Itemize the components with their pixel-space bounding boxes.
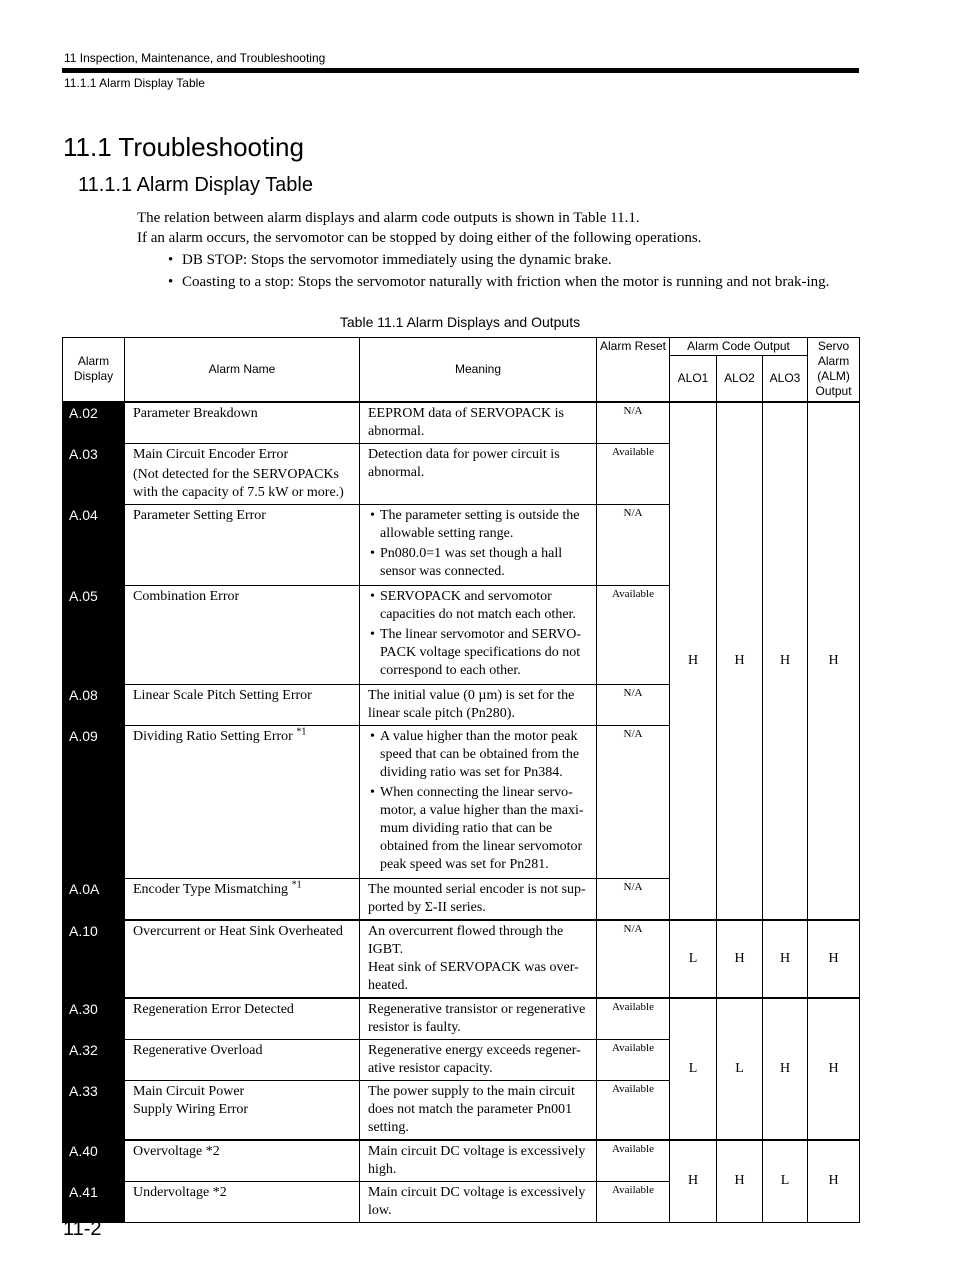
meaning-bullet: [368, 728, 593, 782]
footnote-mark: *1: [296, 725, 307, 737]
alarm-meaning: [360, 920, 597, 998]
alarm-code: A.33: [63, 1080, 125, 1140]
page-title: 11.1 Troubleshooting: [63, 132, 304, 162]
table-caption: Table 11.1 Alarm Displays and Outputs: [339, 314, 581, 330]
meaning-bullet: [368, 626, 593, 680]
alm-value: H: [808, 998, 860, 1140]
meaning-line: Heat sink of SERVOPACK was over-heated.: [368, 959, 579, 993]
alo1-value: L: [670, 998, 717, 1140]
alm-value: H: [808, 402, 860, 920]
list-item: [137, 273, 850, 292]
alarm-code: A.40: [63, 1140, 125, 1182]
meaning-bullet-text: Pn080.0=1 was set though a hall sensor was connected.: [380, 545, 563, 579]
list-item-text: DB STOP: Stops the servomotor immediately using the dynamic brake.: [182, 252, 612, 268]
alarm-reset: Available: [597, 1181, 670, 1222]
alarm-code: A.02: [63, 402, 125, 444]
alarm-reset: N/A: [597, 402, 670, 444]
alarm-code: A.10: [63, 920, 125, 998]
meaning-line: An overcurrent flowed through the IGBT.: [368, 923, 564, 957]
meaning-bullet-text: SERVOPACK and servomotor capacities do not match each other.: [380, 588, 576, 622]
alarm-meaning: [360, 504, 597, 585]
alarm-code: A.04: [63, 504, 125, 585]
alm-value: H: [808, 1140, 860, 1223]
alarm-code: A.08: [63, 684, 125, 725]
header-alo1: ALO1: [670, 356, 717, 402]
meaning-bullet-text: A value higher than the motor peak speed that can be obtained from the dividing ratio was set for Pn384.: [380, 728, 580, 780]
bullet-icon: •: [370, 545, 375, 561]
alo2-value: H: [717, 920, 763, 998]
alarm-reset: N/A: [597, 878, 670, 920]
header-alarm-reset: Alarm Reset: [597, 338, 670, 402]
footnote-mark: *1: [291, 878, 302, 890]
alarm-name: [125, 443, 360, 504]
alarm-name-note: (Not detected for the SERVOPACKs with the capacity of 7.5 kW or more.): [133, 466, 344, 500]
alarm-code: A.05: [63, 585, 125, 684]
alarm-name-note: Supply Wiring Error: [133, 1101, 249, 1117]
alarm-reset: Available: [597, 998, 670, 1040]
intro-line-2: If an alarm occurs, the servomotor can be stopped by doing either of the following operations.: [137, 230, 702, 246]
table-row: [63, 920, 860, 998]
alo1-value: L: [670, 920, 717, 998]
alarm-name: Regeneration Error Detected: [125, 998, 360, 1040]
alarm-reset: Available: [597, 1080, 670, 1140]
alarm-code: A.32: [63, 1039, 125, 1080]
alarm-meaning: The mounted serial encoder is not sup-ported by Σ-II series.: [360, 878, 597, 920]
alarm-name: Undervoltage *2: [125, 1181, 360, 1222]
meaning-bullet: [368, 545, 593, 581]
alarm-reset: Available: [597, 1039, 670, 1080]
header-alo2: ALO2: [717, 356, 763, 402]
alarm-meaning: [360, 585, 597, 684]
alo3-value: H: [763, 402, 808, 920]
alarm-name: Regenerative Overload: [125, 1039, 360, 1080]
alarm-name: [125, 878, 360, 920]
header-servo-alarm-output: Servo Alarm (ALM) Output: [808, 338, 860, 402]
list-item: [137, 251, 850, 270]
alarm-meaning: Main circuit DC voltage is excessively low.: [360, 1181, 597, 1222]
header-rule: [62, 68, 859, 73]
alarm-name-text: Dividing Ratio Setting Error: [133, 728, 297, 744]
header-meaning: Meaning: [360, 338, 597, 402]
alo2-value: H: [717, 402, 763, 920]
bullet-icon: •: [370, 784, 375, 800]
alarm-name: Parameter Setting Error: [125, 504, 360, 585]
alarm-name: Combination Error: [125, 585, 360, 684]
alarm-code: A.41: [63, 1181, 125, 1222]
alarm-name: [125, 1080, 360, 1140]
alo1-value: H: [670, 402, 717, 920]
alo2-value: H: [717, 1140, 763, 1223]
meaning-bullet: [368, 588, 593, 624]
alarm-meaning: EEPROM data of SERVOPACK is abnormal.: [360, 402, 597, 444]
alo3-value: H: [763, 920, 808, 998]
table-row: [63, 402, 860, 444]
alarm-meaning: [360, 725, 597, 878]
page-number: 11-2: [63, 1218, 102, 1240]
alarm-name-text: Main Circuit Power: [133, 1083, 245, 1099]
alarm-table: [62, 337, 860, 1223]
alo3-value: L: [763, 1140, 808, 1223]
running-header-chapter: 11 Inspection, Maintenance, and Troubleshooting: [64, 51, 326, 65]
running-header-section: 11.1.1 Alarm Display Table: [64, 76, 205, 90]
meaning-bullet-text: The parameter setting is outside the allowable setting range.: [380, 507, 580, 541]
alarm-meaning: Main circuit DC voltage is excessively high.: [360, 1140, 597, 1182]
alarm-name: [125, 725, 360, 878]
alarm-name: Parameter Breakdown: [125, 402, 360, 444]
intro-line-1: The relation between alarm displays and alarm code outputs is shown in Table 11.1.: [137, 210, 640, 226]
alarm-code: A.09: [63, 725, 125, 878]
alarm-code: A.0A: [63, 878, 125, 920]
alarm-meaning: The power supply to the main circuit does not match the parameter Pn001 setting.: [360, 1080, 597, 1140]
alo2-value: L: [717, 998, 763, 1140]
alo1-value: H: [670, 1140, 717, 1223]
alarm-name-text: Main Circuit Encoder Error: [133, 446, 289, 462]
meaning-bullet-text: The linear servomotor and SERVO-PACK voltage specifications do not correspond to each other.: [380, 626, 582, 678]
alarm-meaning: Regenerative transistor or regenerative resistor is faulty.: [360, 998, 597, 1040]
alarm-reset: N/A: [597, 920, 670, 998]
alarm-reset: Available: [597, 1140, 670, 1182]
alarm-reset: N/A: [597, 725, 670, 878]
alarm-reset: N/A: [597, 504, 670, 585]
alarm-name: Linear Scale Pitch Setting Error: [125, 684, 360, 725]
bullet-icon: •: [168, 274, 174, 290]
header-alarm-code-output: Alarm Code Output: [670, 338, 808, 356]
table-row: [63, 1140, 860, 1182]
bullet-icon: •: [370, 626, 375, 642]
alarm-code: A.30: [63, 998, 125, 1040]
header-alarm-display: Alarm Display: [63, 338, 125, 402]
meaning-bullet: [368, 507, 593, 543]
bullet-icon: •: [370, 728, 375, 744]
meaning-bullet-text: When connecting the linear servo-motor, a value higher than the maxi-mum dividing ratio that can be obtained from the linear servomotor peak speed was set for Pn281.: [380, 784, 584, 872]
alarm-name: Overcurrent or Heat Sink Overheated: [125, 920, 360, 998]
alarm-code: A.03: [63, 443, 125, 504]
header-alo3: ALO3: [763, 356, 808, 402]
section-title: 11.1.1 Alarm Display Table: [78, 174, 313, 196]
alo3-value: H: [763, 998, 808, 1140]
alarm-reset: Available: [597, 443, 670, 504]
alarm-meaning: The initial value (0 µm) is set for the linear scale pitch (Pn280).: [360, 684, 597, 725]
header-alarm-name: Alarm Name: [125, 338, 360, 402]
table-row: [63, 998, 860, 1040]
alarm-reset: N/A: [597, 684, 670, 725]
intro-text: [137, 208, 857, 295]
bullet-icon: •: [168, 252, 174, 268]
bullet-icon: •: [370, 507, 375, 523]
meaning-bullet: [368, 784, 593, 874]
alm-value: H: [808, 920, 860, 998]
alarm-name-text: Encoder Type Mismatching: [133, 881, 292, 897]
alarm-reset: Available: [597, 585, 670, 684]
alarm-meaning: Detection data for power circuit is abnormal.: [360, 443, 597, 504]
alarm-meaning: Regenerative energy exceeds regener-ative resistor capacity.: [360, 1039, 597, 1080]
stop-method-list: [137, 251, 857, 292]
list-item-text: Coasting to a stop: Stops the servomotor naturally with friction when the motor is running and not brak-ing.: [182, 274, 830, 290]
bullet-icon: •: [370, 588, 375, 604]
alarm-name: Overvoltage *2: [125, 1140, 360, 1182]
